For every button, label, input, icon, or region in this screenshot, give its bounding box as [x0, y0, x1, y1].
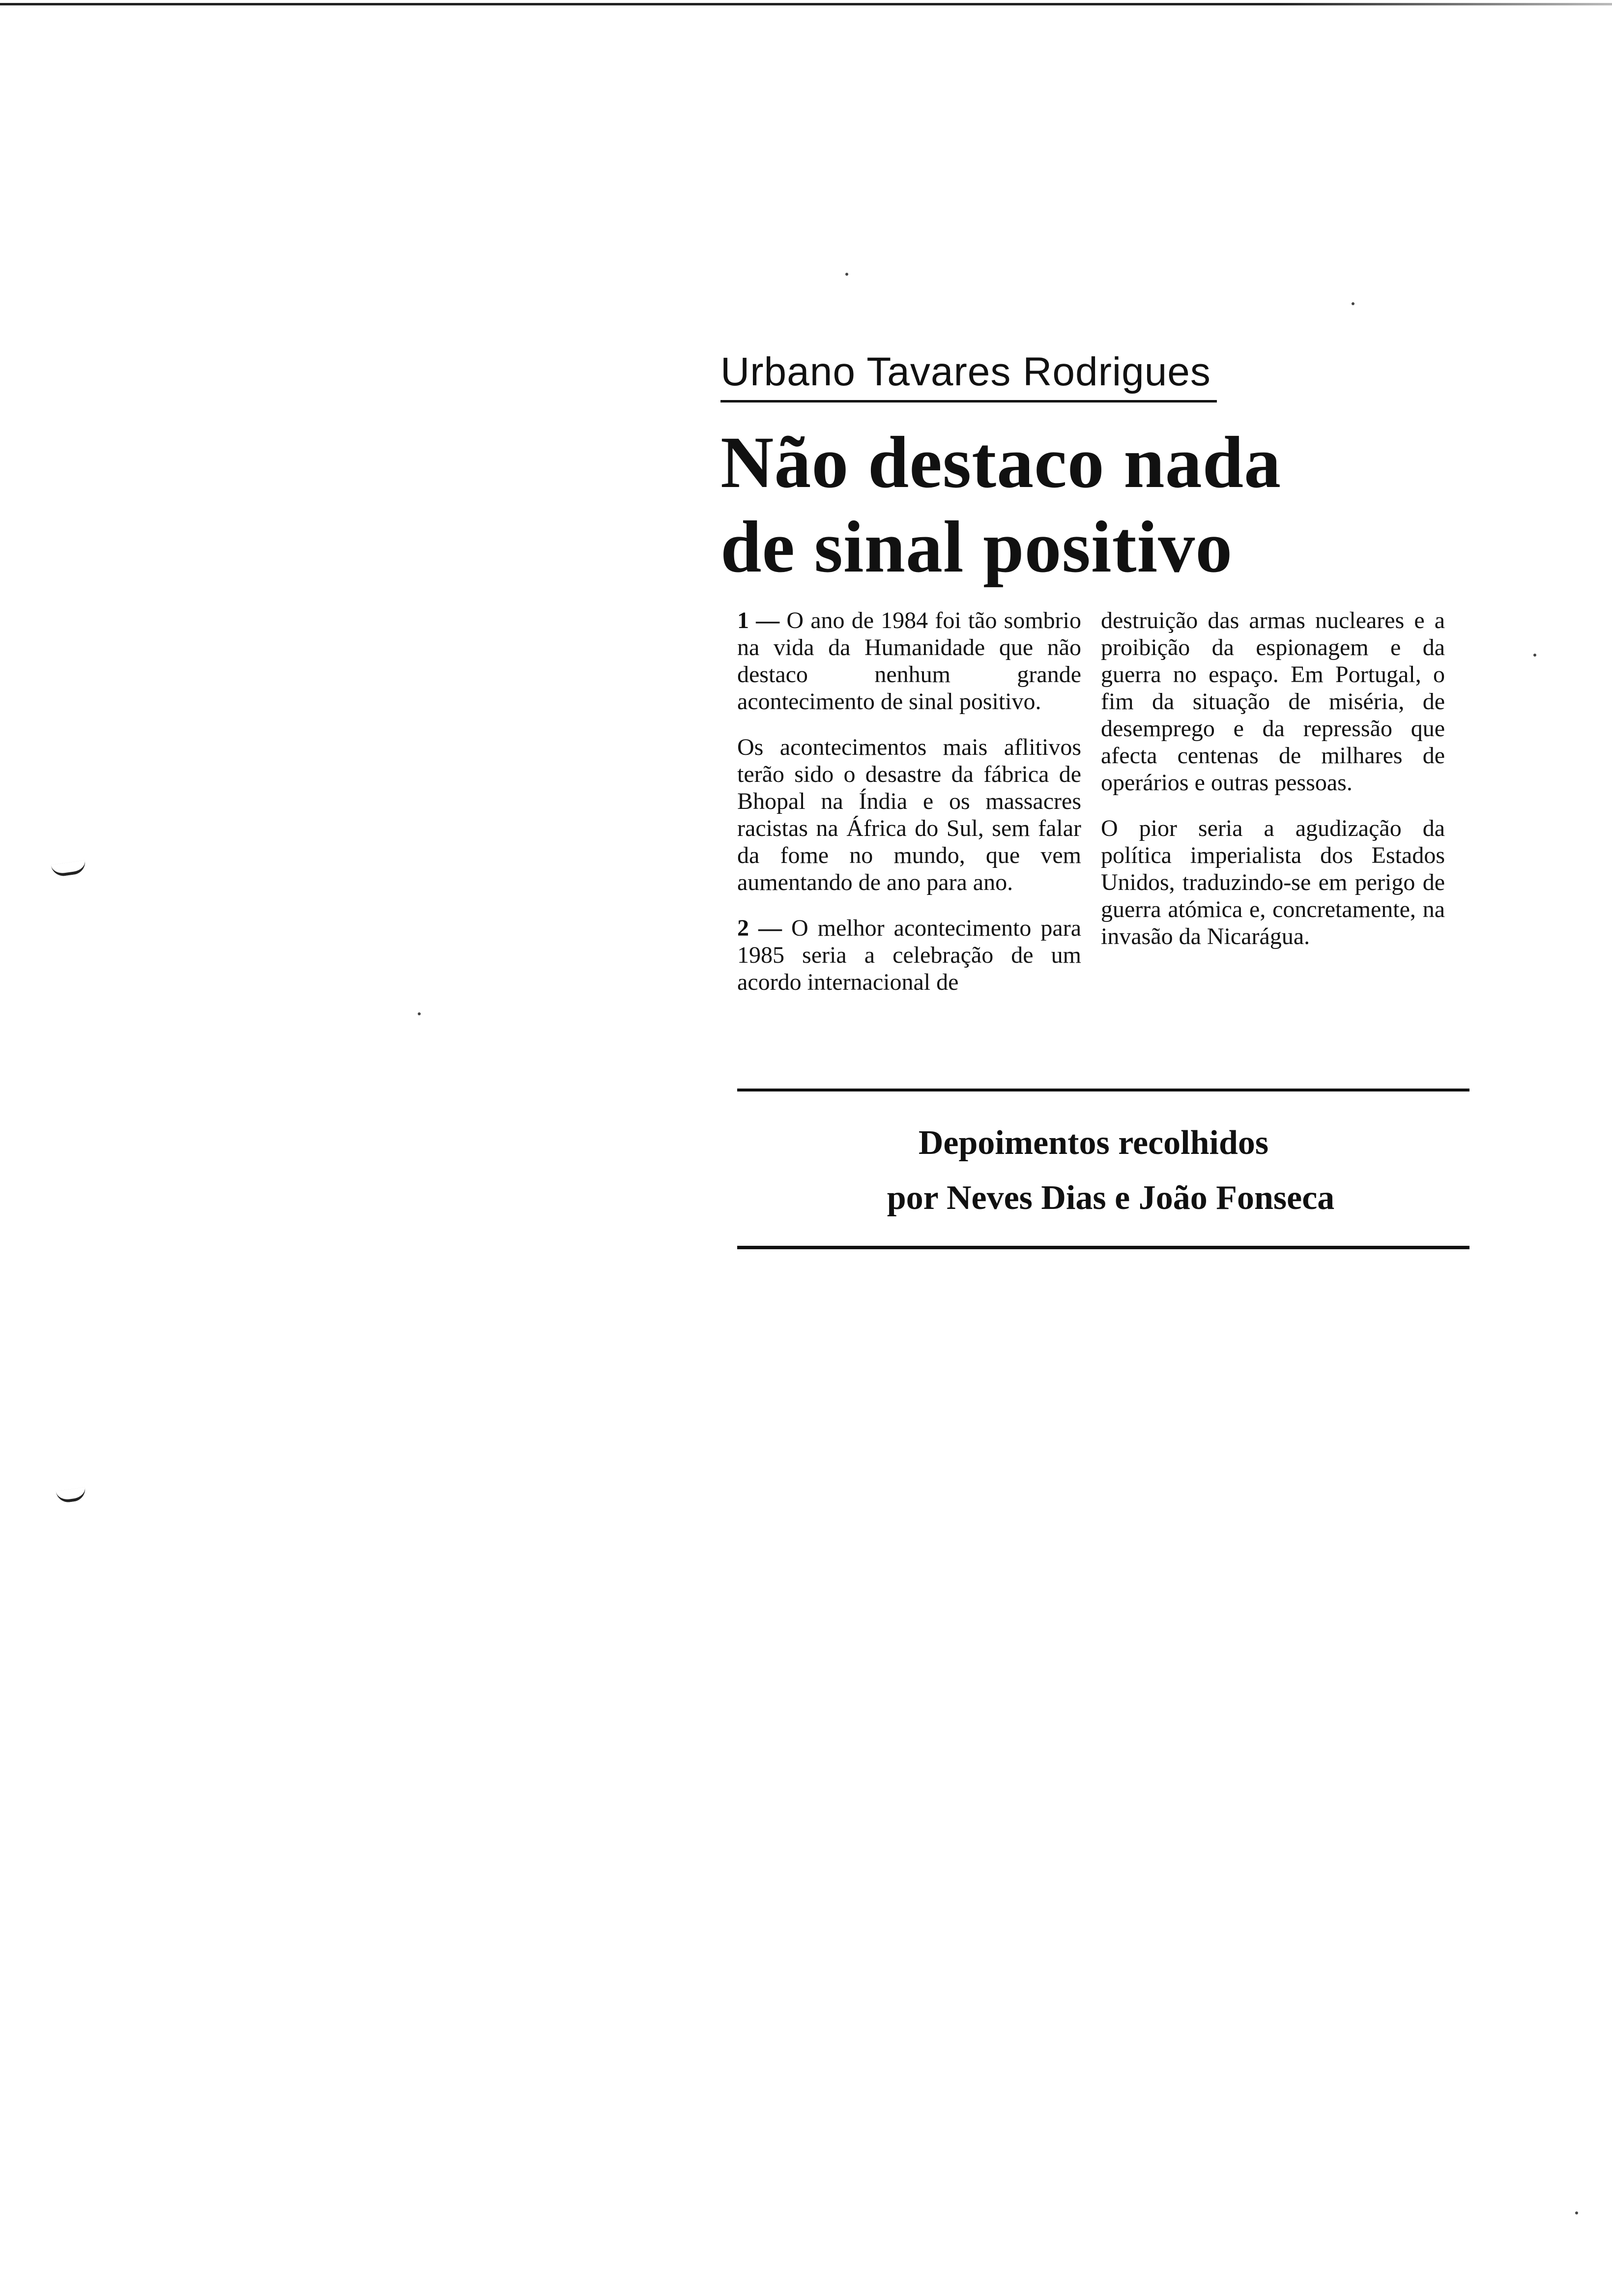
scan-speck: [1575, 2211, 1578, 2214]
headline: [720, 420, 1281, 589]
credits-line-2: por Neves Dias e João Fonseca: [887, 1179, 1335, 1217]
credits-line-1: Depoimentos recolhidos: [918, 1124, 1269, 1162]
scan-speck: [845, 273, 848, 276]
separator-rule: [737, 1089, 1469, 1091]
separator-rule-bottom: [737, 1246, 1469, 1249]
paragraph: destruição das armas nucleares e a proibição da espionagem e da guerra no espaço. Em Portugal, o fim da situação de miséria, de desemprego e da repressão que afecta centenas de milhares de operários e outras pessoas.: [1101, 607, 1445, 796]
scan-speck: [1533, 654, 1536, 657]
scan-top-edge-fade: [1278, 3, 1612, 5]
scan-speck: [1352, 302, 1354, 305]
credits-block: [708, 1116, 1479, 1226]
paragraph: O pior seria a agudização da política imperialista dos Estados Unidos, traduzindo-se em perigo de guerra atómica e, concretamente, na invasão da Nicarágua.: [1101, 815, 1445, 949]
scan-speck: [418, 1012, 421, 1015]
byline-underline: [720, 400, 1217, 402]
answer-number: 1 —: [737, 607, 780, 633]
headline-line-2: de sinal positivo: [720, 506, 1233, 588]
paragraph: [737, 607, 1081, 715]
answer-number: 2 —: [737, 915, 782, 941]
paragraph: Os acontecimentos mais aflitivos terão sido o desastre da fábrica de Bhopal na Índia e os massacres racistas na África do Sul, sem falar da fome no mundo, que vem aumentando de ano para ano.: [737, 734, 1081, 895]
paragraph-text: O ano de 1984 foi tão sombrio na vida da Humanidade que não destaco nenhum grande acontecimento de sinal positivo.: [737, 607, 1082, 715]
binder-hole-mark-lower: [56, 1487, 86, 1504]
binder-hole-mark-upper: [51, 860, 87, 877]
headline-line-1: Não destaco nada: [720, 422, 1282, 503]
article-column-left: [737, 607, 1081, 1014]
author-byline: Urbano Tavares Rodrigues: [720, 349, 1211, 394]
paragraph-text: O melhor acontecimento para 1985 seria a celebração de um acordo internacional de: [737, 915, 1081, 995]
paragraph: [737, 915, 1081, 996]
article-column-right: [1101, 607, 1445, 969]
